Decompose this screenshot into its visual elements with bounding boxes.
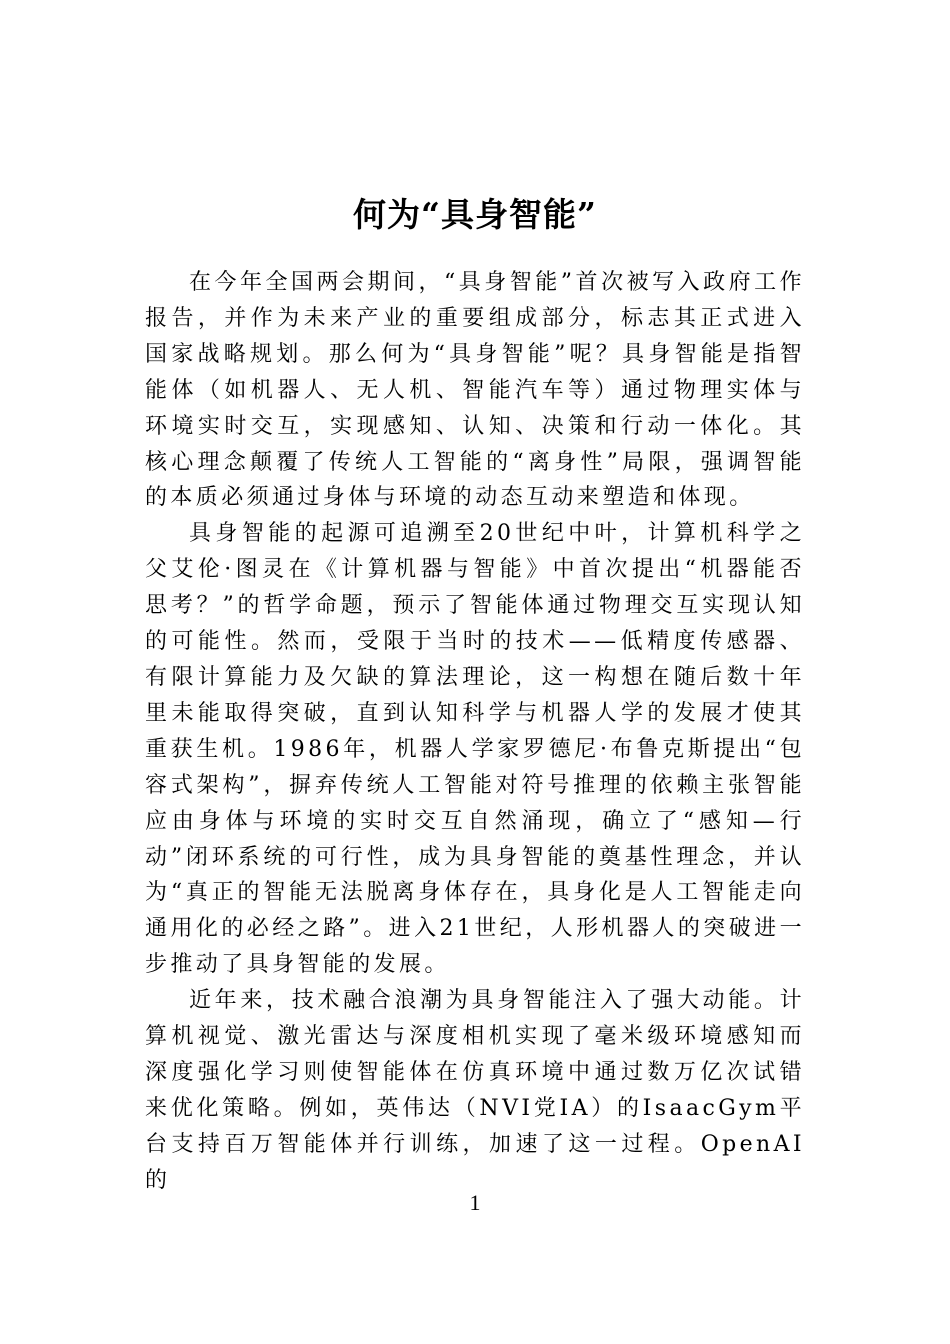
- page-number: 1: [469, 1190, 481, 1215]
- paragraph-2: 具身智能的起源可追溯至20世纪中叶，计算机科学之父艾伦·图灵在《计算机器与智能》中首次提出“机器能否思考？”的哲学命题，预示了智能体通过物理交互实现认知的可能性。然而，受限于当时的技术——低精度传感器、有限计算能力及欠缺的算法理论，这一构想在随后数十年里未能取得突破，直到认知科学与机器人学的发展才使其重获生机。1986年，机器人学家罗德尼·布鲁克斯提出“包容式架构”，摒弃传统人工智能对符号推理的依赖主张智能应由身体与环境的实时交互自然涌现，确立了“感知—行动”闭环系统的可行性，成为具身智能的奠基性理念，并认为“真正的智能无法脱离身体存在，具身化是人工智能走向通用化的必经之路”。进入21世纪，人形机器人的突破进一步推动了具身智能的发展。: [145, 521, 805, 978]
- article-body: [145, 265, 805, 1199]
- paragraph-1: 在今年全国两会期间，“具身智能”首次被写入政府工作报告，并作为未来产业的重要组成部分，标志其正式进入国家战略规划。那么何为“具身智能”呢？具身智能是指智能体（如机器人、无人机、智能汽车等）通过物理实体与环境实时交互，实现感知、认知、决策和行动一体化。其核心理念颠覆了传统人工智能的“离身性”局限，强调智能的本质必须通过身体与环境的动态互动来塑造和体现。: [145, 270, 805, 511]
- paragraph-3: 近年来，技术融合浪潮为具身智能注入了强大动能。计算机视觉、激光雷达与深度相机实现了毫米级环境感知而深度强化学习则使智能体在仿真环境中通过数万亿次试错来优化策略。例如，英伟达（NVI党IA）的IsaacGym平台支持百万智能体并行训练，加速了这一过程。OpenAI的: [145, 988, 805, 1193]
- page-title: 何为“具身智能”: [353, 195, 597, 235]
